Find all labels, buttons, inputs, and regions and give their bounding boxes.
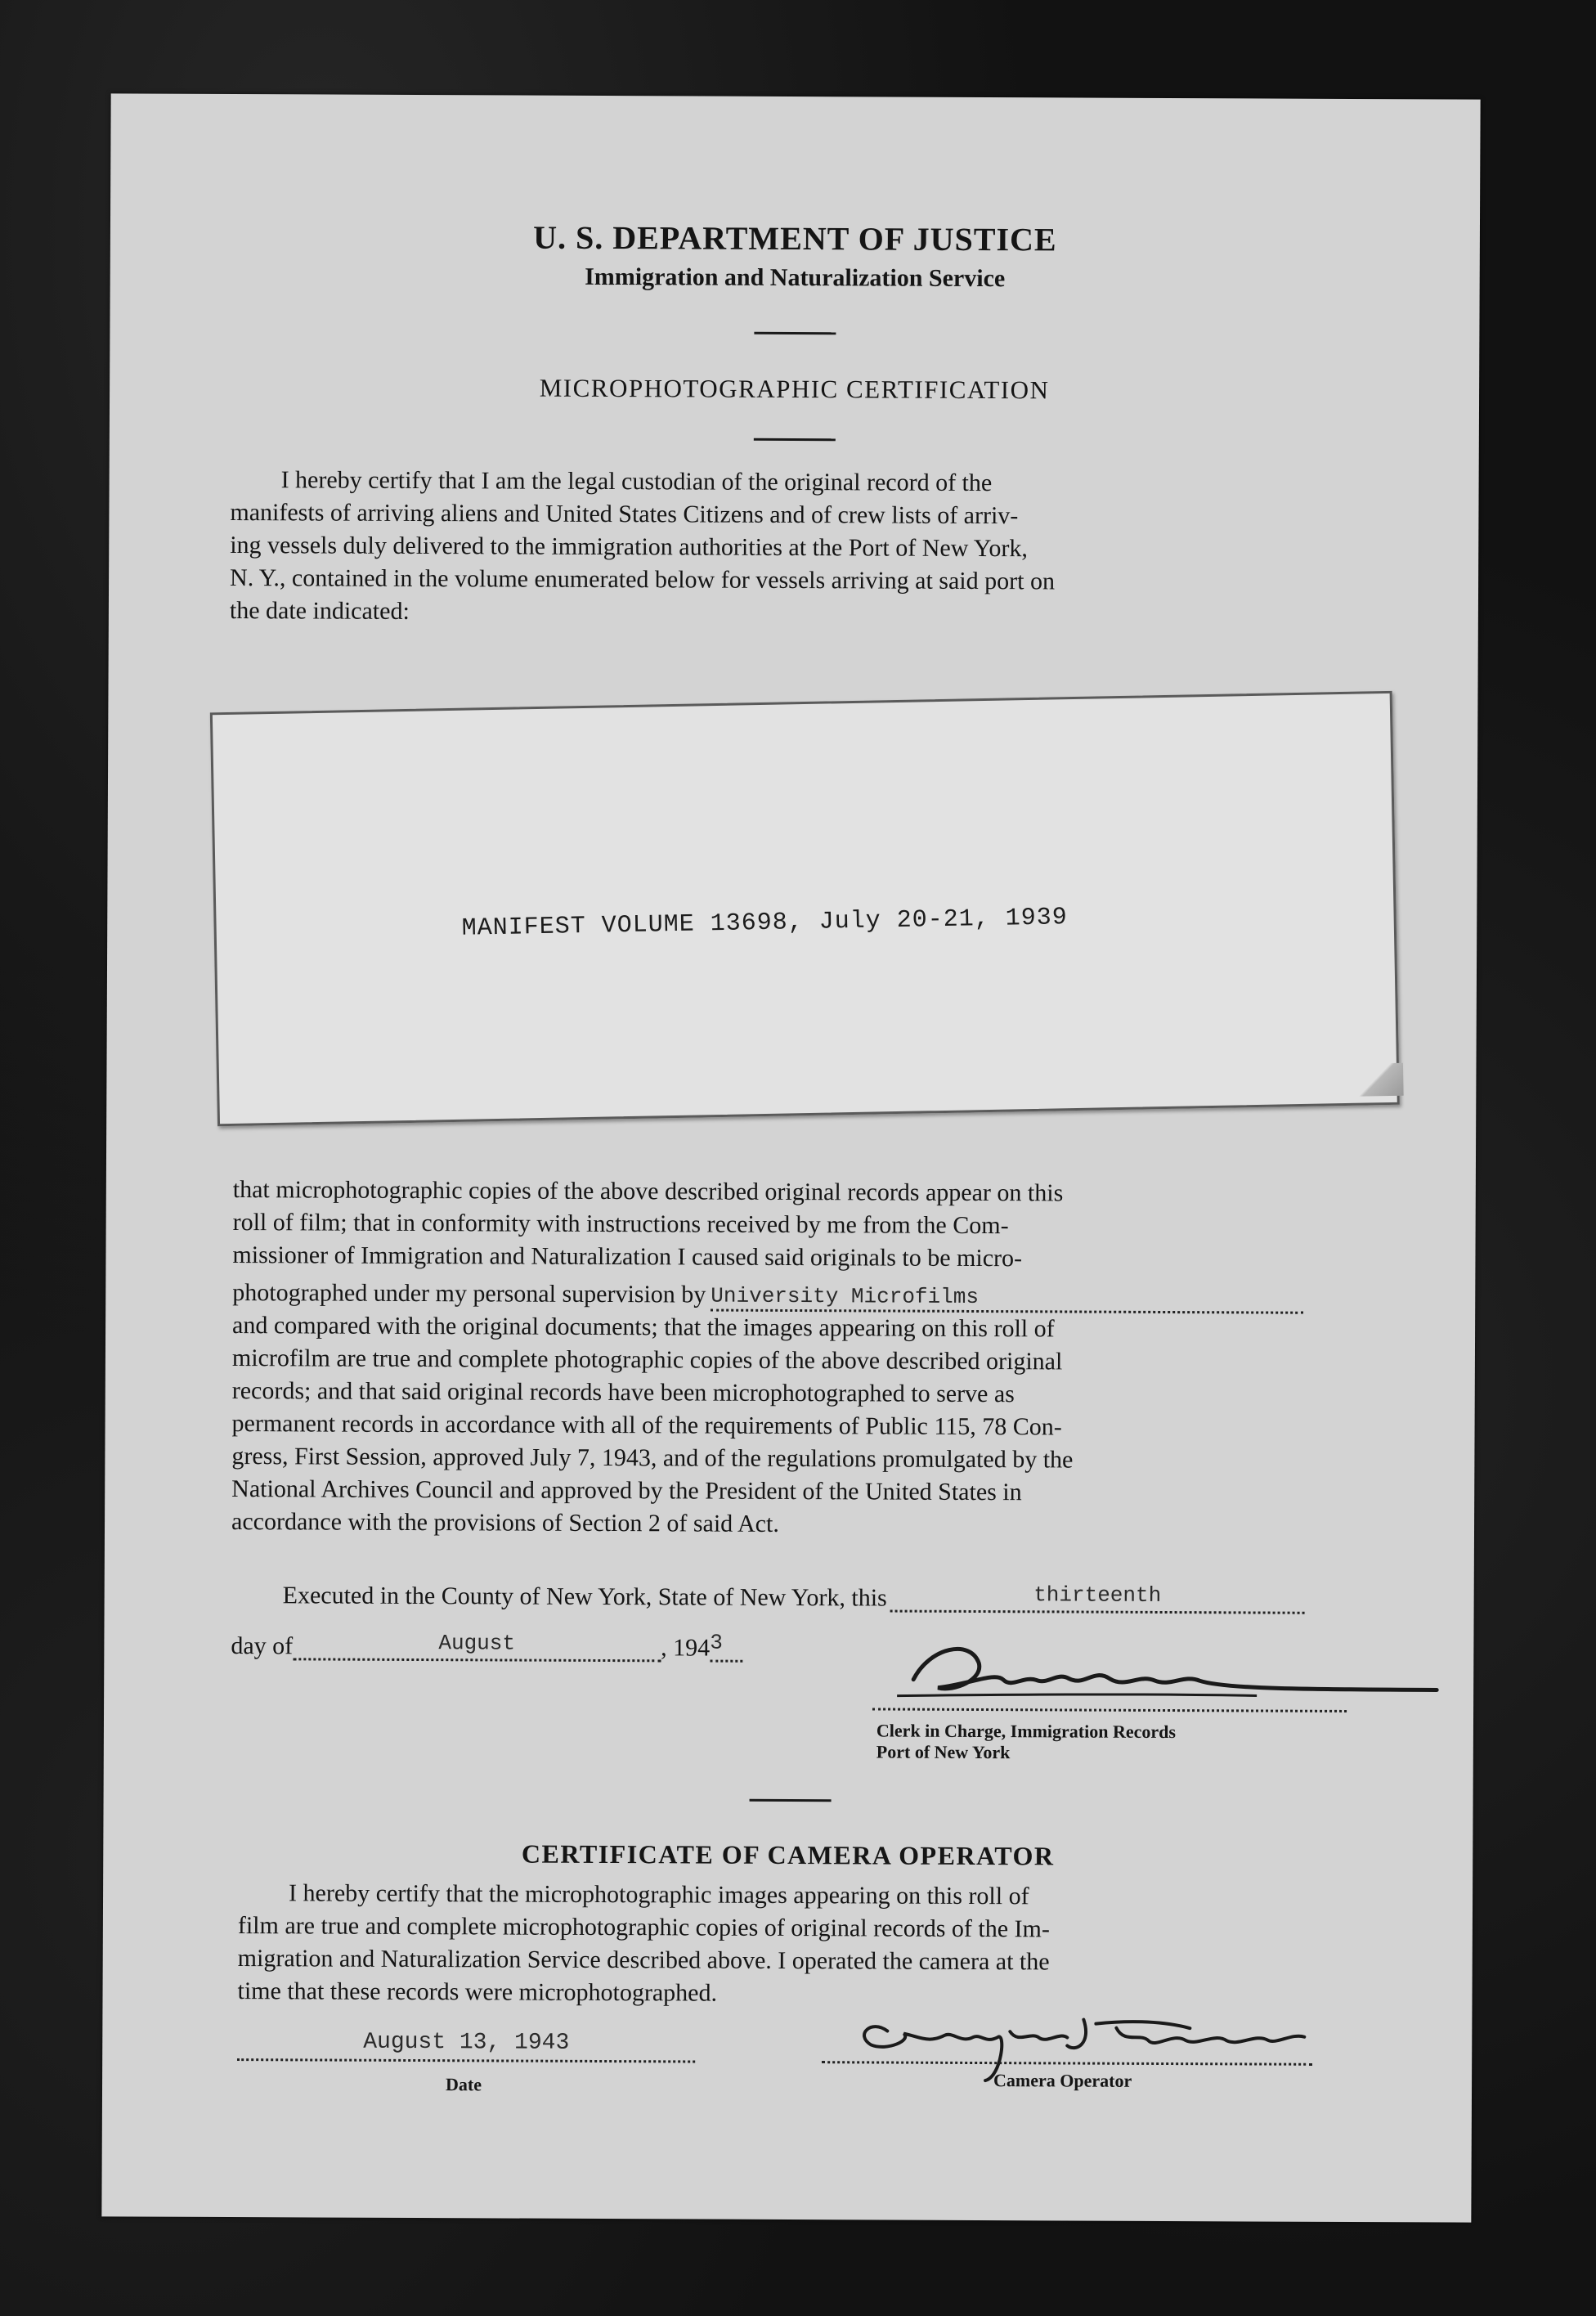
month-value: August xyxy=(438,1631,516,1656)
supervisor-value: University Microfilms xyxy=(711,1283,980,1310)
body-line: National Archives Council and approved by the President of the United States in xyxy=(231,1475,1022,1506)
body-line: roll of film; that in conformity with instructions received by me from the Com- xyxy=(232,1209,1009,1240)
day-value: thirteenth xyxy=(1033,1582,1162,1608)
year-field xyxy=(710,1630,742,1663)
body-line: missioner of Immigration and Naturalization I caused said originals to be micro- xyxy=(232,1241,1023,1272)
card-corner-fold xyxy=(1354,1063,1404,1097)
body-line: and compared with the original documents; that the images appearing on this roll of xyxy=(232,1312,1055,1343)
executed-line xyxy=(283,1581,1305,1614)
year-prefix: , 194 xyxy=(661,1634,711,1662)
intro-line: the date indicated: xyxy=(229,596,410,625)
camera-line: I hereby certify that the microphotographic images appearing on this roll of xyxy=(289,1879,1029,1910)
clerk-title-line: Clerk in Charge, Immigration Records xyxy=(876,1720,1177,1743)
executed-prefix: Executed in the County of New York, State of New York, this xyxy=(282,1582,887,1612)
body-line: accordance with the provisions of Section 2 of said Act. xyxy=(231,1508,779,1537)
divider xyxy=(750,1799,832,1802)
intro-line: N. Y., contained in the volume enumerated below for vessels arriving at said port on xyxy=(230,563,1056,595)
camera-line: film are true and complete microphotographic copies of original records of the Im- xyxy=(237,1912,1050,1943)
camera-certificate-title: CERTIFICATE OF CAMERA OPERATOR xyxy=(521,1838,1055,1871)
document-title: MICROPHOTOGRAPHIC CERTIFICATION xyxy=(539,373,1050,405)
clerk-title-line: Port of New York xyxy=(876,1741,1011,1763)
day-of-line xyxy=(231,1632,742,1663)
date-value: August 13, 1943 xyxy=(363,2029,570,2056)
divider xyxy=(754,332,836,334)
supervision-prefix: photographed under my personal supervision by xyxy=(232,1279,706,1308)
intro-line: I hereby certify that I am the legal custodian of the original record of the xyxy=(280,466,993,497)
body-line: records; and that said original records have been microphotographed to serve as xyxy=(231,1377,1015,1408)
camera-line: migration and Naturalization Service described above. I operated the camera at the xyxy=(237,1945,1050,1976)
date-field xyxy=(237,2029,695,2062)
intro-line: ing vessels duly delivered to the immigration authorities at the Port of New York, xyxy=(230,531,1029,563)
year-digit: 3 xyxy=(710,1630,723,1655)
service-subheading: Immigration and Naturalization Service xyxy=(585,263,1006,293)
body-line: gress, First Session, approved July 7, 1943, and of the regulations promulgated by the xyxy=(231,1443,1074,1474)
manifest-volume-text: MANIFEST VOLUME 13698, July 20-21, 1939 xyxy=(461,904,1069,943)
divider xyxy=(754,438,836,441)
camera-line: time that these records were microphotographed. xyxy=(237,1977,718,2007)
body-paragraph xyxy=(231,1174,1304,1543)
manifest-card xyxy=(210,691,1400,1126)
body-line: permanent records in accordance with all of the requirements of Public 115, 78 Con- xyxy=(231,1410,1062,1441)
operator-label: Camera Operator xyxy=(993,2070,1132,2091)
intro-line: manifests of arriving aliens and United States Citizens and of crew lists of arriv- xyxy=(230,498,1019,530)
body-line: microfilm are true and complete photographic copies of the above described original xyxy=(231,1344,1063,1376)
supervisor-field xyxy=(711,1283,1303,1314)
supervision-line xyxy=(232,1277,1303,1314)
intro-paragraph xyxy=(230,464,1302,632)
month-field xyxy=(293,1632,661,1662)
clerk-title xyxy=(876,1720,1176,1764)
department-heading: U. S. DEPARTMENT OF JUSTICE xyxy=(533,218,1057,258)
day-field xyxy=(890,1584,1305,1614)
certificate-sheet xyxy=(101,93,1480,2222)
body-line: that microphotographic copies of the above described original records appear on this xyxy=(232,1176,1064,1207)
day-of-label: day of xyxy=(231,1632,294,1660)
date-label: Date xyxy=(445,2074,482,2095)
